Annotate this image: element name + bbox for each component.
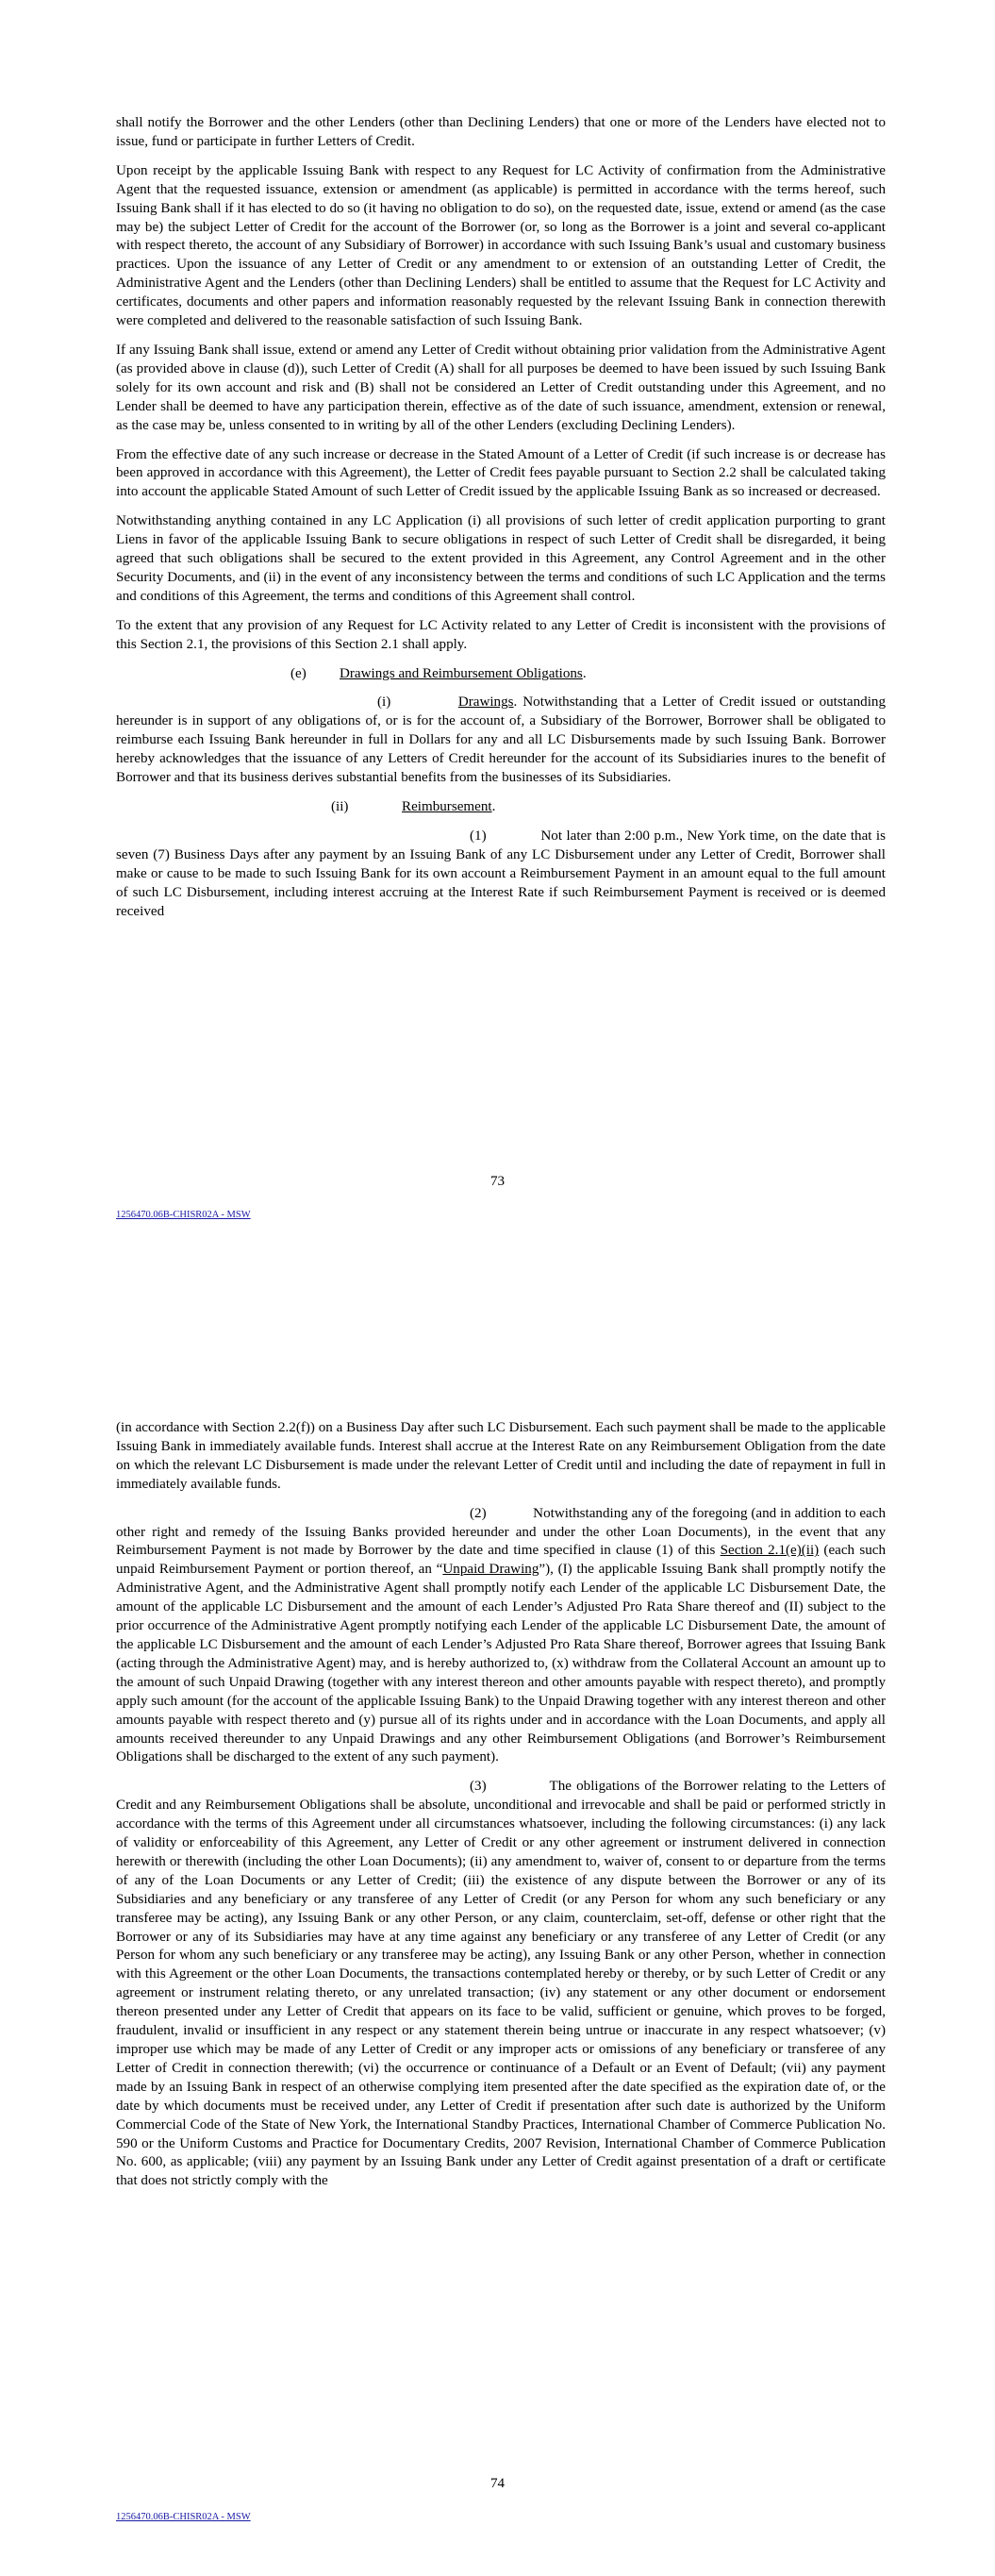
paragraph-notwithstanding: Notwithstanding anything contained in any LC Application (i) all provisions of such letter of credit application purporting to grant Liens in favor of the applicable Issuing Bank to secure obligations in respect of such Letter of Credit shall be disregarded, it being agreed that such obligations shall be secured to the extent provided in this Agreement, any Control Agreement and in the other Security Documents, and (ii) in the event of any inconsistency between the terms and conditions of such LC Application and the terms and conditions of this Agreement, the terms and conditions of this Agreement shall control.	[116, 513, 886, 604]
section-title-dot: .	[582, 665, 587, 681]
paragraph-effective-date: From the effective date of any such increase or decrease in the Stated Amount of a Letter of Credit (if such increase is or decrease has been approved in accordance with this Agreement), the Letter of Credit fees payable pursuant to Section 2.2 shall be calculated taking into account the applicable Stated Amount of such Letter of Credit issued by the applicable Issuing Bank as so increased or decreased.	[116, 446, 886, 500]
page-number: 74	[489, 2476, 506, 2491]
section-heading-e	[116, 665, 886, 684]
subclause-text: Not later than 2:00 p.m., New York time, on the date that is seven (7) Business Days after any payment by an Issuing Bank of any LC Disbursement under any Letter of Credit, Borrower shall make or cause to be made to such Issuing Bank for its own account a Reimbursement Payment in an amount equal to the full amount of such LC Disbursement, including interest accruing at the Interest Rate if such Reimbursement Payment is received or is deemed received	[116, 828, 886, 919]
clause-label: (ii)	[331, 799, 349, 814]
subclause-1	[116, 828, 886, 922]
paragraph-continuation: (in accordance with Section 2.2(f)) on a Business Day after such LC Disbursement. Each such payment shall be made to the applicable Issuing Bank in immediately available funds. Interest shall accrue at the Interest Rate on any Reimbursement Obligation from the date on which the relevant LC Disbursement is made under the relevant Letter of Credit until and including the date of repayment in full in immediately available funds.	[116, 1420, 886, 1492]
clause-label: (i)	[377, 694, 391, 711]
page-number: 73	[489, 1174, 506, 1189]
subclause-label: (2)	[470, 1505, 487, 1521]
page-body	[116, 114, 886, 931]
clause-title: Drawings	[457, 694, 514, 711]
subclause-label: (1)	[470, 828, 487, 844]
page-body	[116, 1419, 886, 2201]
clause-ii-heading	[116, 798, 886, 817]
page-73	[0, 0, 995, 1283]
section-label: (e)	[290, 665, 307, 681]
defined-term: Unpaid Drawing	[442, 1562, 539, 1578]
subclause-text-c: ”), (I) the applicable Issuing Bank shall promptly notify the Administrative Agent, and the Administrative Agent shall promptly notify each Lender of the applicable LC Disbursement Date, the amount of the applicable LC Disbursement and the amount of each Lender’s Adjusted Pro Rata Share thereof and (II) subject to the prior occurrence of the Administrative Agent promptly notifying each Lender of the applicable LC Disbursement Date, the amount of the applicable LC Disbursement and the amount of each Lender’s Adjusted Pro Rata Share thereof, Borrower agrees that Issuing Bank (acting through the Administrative Agent) may, and is hereby authorized to, (x) withdraw from the Collateral Account an amount up to the amount of such Unpaid Drawing (together with any interest thereon and other amounts payable with respect thereto), and promptly apply such amount (for the account of the applicable Issuing Bank) to the Unpaid Drawing together with any interest thereon and other amounts payable with respect thereto and (y) pursue all of its rights under and in accordance with the Loan Documents, and apply all amounts received thereunder to any Unpaid Drawings and any other Reimbursement Obligations (and Borrower’s Reimbursement Obligations shall be discharged to the extent of any such payment).	[116, 1562, 886, 1765]
paragraph-notify: shall notify the Borrower and the other Lenders (other than Declining Lenders) that one or more of the Lenders have elected not to issue, fund or participate in further Letters of Credit.	[116, 115, 886, 149]
clause-i-drawings	[116, 694, 886, 788]
subclause-2	[116, 1505, 886, 1768]
subclause-text: The obligations of the Borrower relating to the Letters of Credit and any Reimbursement Obligations shall be absolute, unconditional and irrevocable and shall be paid or performed strictly in accordance with the terms of this Agreement under all circumstances whatsoever, including the following circumstances: (i) any lack of validity or enforceability of this Agreement, any Letter of Credit or any other agreement or instrument delivered in connection herewith or therewith (including the other Loan Documents); (ii) any amendment to, waiver of, consent to or departure from the terms of any of the Loan Documents or any Letter of Credit; (iii) the existence of any dispute between the Borrower or any of its Subsidiaries and any beneficiary or any transferee of any Letter of Credit (or any Person for whom any such beneficiary or any transferee may be acting), any Issuing Bank or any other Person, or any claim, counterclaim, set-off, defense or other right that the Borrower or any of its Subsidiaries may have at any time against any beneficiary or any transferee of any Letter of Credit (or any Person for whom any such beneficiary or any transferee may be acting), any Issuing Bank or any other Person, whether in connection with this Agreement or the other Loan Documents, the transactions contemplated hereby or thereby, or by such Letter of Credit or any agreement or instrument relating thereto, or any unrelated transaction; (iv) any statement or any other document or endorsement thereon presented under any Letter of Credit that appears on its face to be valid, sufficient or genuine, which proves to be forged, fraudulent, invalid or insufficient in any respect or any statement therein being untrue or inaccurate in any respect whatsoever; (v) improper use which may be made of any Letter of Credit or any improper acts or omissions of any beneficiary or transferee of any Letter of Credit in connection therewith; (vi) the occurrence or continuance of a Default or an Event of Default; (vii) any payment made by an Issuing Bank in respect of an otherwise complying item presented after the date specified as the expiration date of, or the date by which documents must be received under, any Letter of Credit if presentation after such date is authorized by the Uniform Commercial Code of the State of New York, the International Standby Practices, International Chamber of Commerce Publication No. 590 or the Uniform Customs and Practice for Documentary Credits, 2007 Revision, International Chamber of Commerce Publication No. 600, as applicable; (viii) any payment by an Issuing Bank under any Letter of Credit against presentation of a draft or certificate that does not strictly comply with the	[116, 1779, 886, 2189]
subclause-3	[116, 1778, 886, 2191]
clause-text: . Notwithstanding that a Letter of Credit issued or outstanding hereunder is in support of any obligations of, or is for the account of, a Subsidiary of the Borrower, Borrower shall be obligated to reimburse each Issuing Bank hereunder in full in Dollars for any and all LC Disbursements made by such Issuing Bank. Borrower hereby acknowledges that the issuance of any Letters of Credit hereunder for the account of its Subsidiaries inures to the benefit of Borrower and that its business derives substantial benefits from the businesses of its Subsidiaries.	[116, 694, 887, 786]
paragraph-to-the-extent: To the extent that any provision of any Request for LC Activity related to any Letter of Credit is inconsistent with the provisions of this Section 2.1, the provisions of this Section 2.1 shall apply.	[116, 617, 886, 652]
subclause-text-a: Notwithstanding any of the foregoing (and in addition to each other right and remedy of the Issuing Banks provided hereunder and under the other Loan Documents), in the event that any Reimbursement Payment is not made by Borrower by the date and time specified in clause (1) of this	[116, 1505, 886, 1559]
section-title: Drawings and Reimbursement Obligations	[340, 665, 583, 681]
page-74	[0, 1283, 995, 2576]
document-footer-link[interactable]: 1256470.06B-CHISR02A - MSW	[116, 1210, 251, 1220]
clause-title: Reimbursement	[402, 799, 492, 814]
subclause-label: (3)	[470, 1779, 487, 1795]
paragraph-upon-receipt: Upon receipt by the applicable Issuing Bank with respect to any Request for LC Activity of confirmation from the Administrative Agent that the requested issuance, extension or amendment (as applicable) is permitted in accordance with the terms hereof, such Issuing Bank shall if it has elected to do so (it having no obligation to do so), on the requested date, issue, extend or amend (as the case may be) the subject Letter of Credit for the account of the Borrower (or, so long as the Borrower is a joint and several co-applicant with respect thereto, the account of any Subsidiary of Borrower) in accordance with such Issuing Bank’s usual and customary business practices. Upon the issuance of any Letter of Credit or any amendment to or extension of an outstanding Letter of Credit, the Administrative Agent and the Lenders (other than Declining Lenders) shall be entitled to assume that the Request for LC Activity and certificates, documents and other papers and information reasonably requested by the relevant Issuing Bank in connection therewith were completed and delivered to the reasonable satisfaction of such Issuing Bank.	[116, 162, 886, 329]
document-footer-link[interactable]: 1256470.06B-CHISR02A - MSW	[116, 2512, 251, 2522]
section-reference: Section 2.1(e)(ii)	[720, 1543, 820, 1559]
subclause-text-b: (each such unpaid Reimbursement Payment or portion thereof, an “	[116, 1543, 886, 1578]
clause-title-dot: .	[491, 799, 496, 814]
paragraph-if-any-issuing-bank: If any Issuing Bank shall issue, extend or amend any Letter of Credit without obtaining prior validation from the Administrative Agent (as provided above in clause (d)), such Letter of Credit (A) shall for all purposes be deemed to have been issued by such Issuing Bank solely for its own account and risk and (B) shall not be considered an Letter of Credit outstanding under this Agreement, and no Lender shall be deemed to have any participation therein, effective as of the date of such issuance, amendment, extension or renewal, as the case may be, unless consented to in writing by all of the other Lenders (excluding Declining Lenders).	[116, 342, 886, 433]
